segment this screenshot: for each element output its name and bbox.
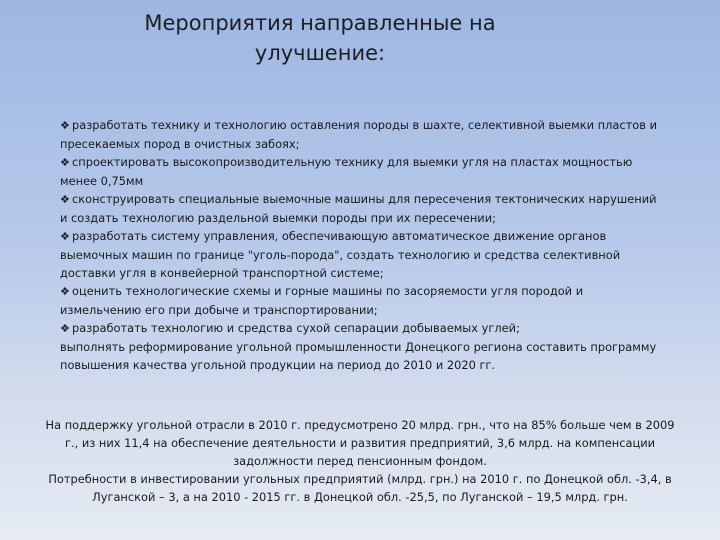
list-item-text: разработать технологию и средства сухой сепарации добываемых углей; — [72, 321, 520, 335]
plain-paragraph: выполнять реформирование угольной промышленности Донецкого региона составить программу повышения качества угольной продукции на период до 2010 и 2020 гг. — [60, 340, 657, 372]
list-item-text: разработать систему управления, обеспечивающую автоматическое движение органов выемочных машин по границе "уголь-порода", создать технологию и средства селективной доставки угля в конвейерной транспортной системе; — [60, 229, 621, 280]
diamond-bullet-icon: ❖ — [60, 230, 70, 243]
list-item-text: оценить технологические схемы и горные машины по засоряемости угля породой и измельчению его при добыче и транспортировании; — [60, 284, 584, 317]
list-item — [60, 153, 666, 190]
investment-paragraph: Потребности в инвестировании угольных предприятий (млрд. грн.) на 2010 г. по Донецкой обл. -3,4, в Луганской – 3, а на 2010 - 2015 гг. в Донецкой обл. -25,5, по Луганской – 19,5 млрд. грн. — [48, 472, 672, 504]
slide-title — [60, 8, 580, 68]
bullet-list — [60, 116, 666, 374]
list-item-text: разработать технику и технологию оставления породы в шахте, селективной выемки пластов и пресекаемых пород в очистных забоях; — [60, 118, 657, 151]
list-item — [60, 116, 666, 153]
diamond-bullet-icon: ❖ — [60, 119, 70, 132]
list-item — [60, 190, 666, 227]
list-item — [60, 319, 666, 338]
diamond-bullet-icon: ❖ — [60, 322, 70, 335]
title-line-1: Мероприятия направленные на — [144, 11, 496, 35]
funding-paragraph: На поддержку угольной отрасли в 2010 г. предусмотрено 20 млрд. грн., что на 85% больше чем в 2009 г., из них 11,4 на обеспечение деятельности и развития предприятий, 3,6 млрд. на компенсации задолжности перед пенсионным фондом. — [45, 418, 675, 468]
title-line-2: улучшение: — [254, 41, 386, 65]
diamond-bullet-icon: ❖ — [60, 156, 70, 169]
list-item-text: сконструировать специальные выемочные машины для пересечения тектонических нарушений и создать технологию раздельной выемки породы при их пересечении; — [60, 192, 657, 225]
funding-summary — [40, 416, 680, 506]
list-item-text: спроектировать высокопроизводительную технику для выемки угля на пластах мощностью менее 0,75мм — [60, 155, 633, 188]
list-item — [60, 282, 666, 319]
list-item — [60, 227, 666, 282]
diamond-bullet-icon: ❖ — [60, 285, 70, 298]
diamond-bullet-icon: ❖ — [60, 193, 70, 206]
